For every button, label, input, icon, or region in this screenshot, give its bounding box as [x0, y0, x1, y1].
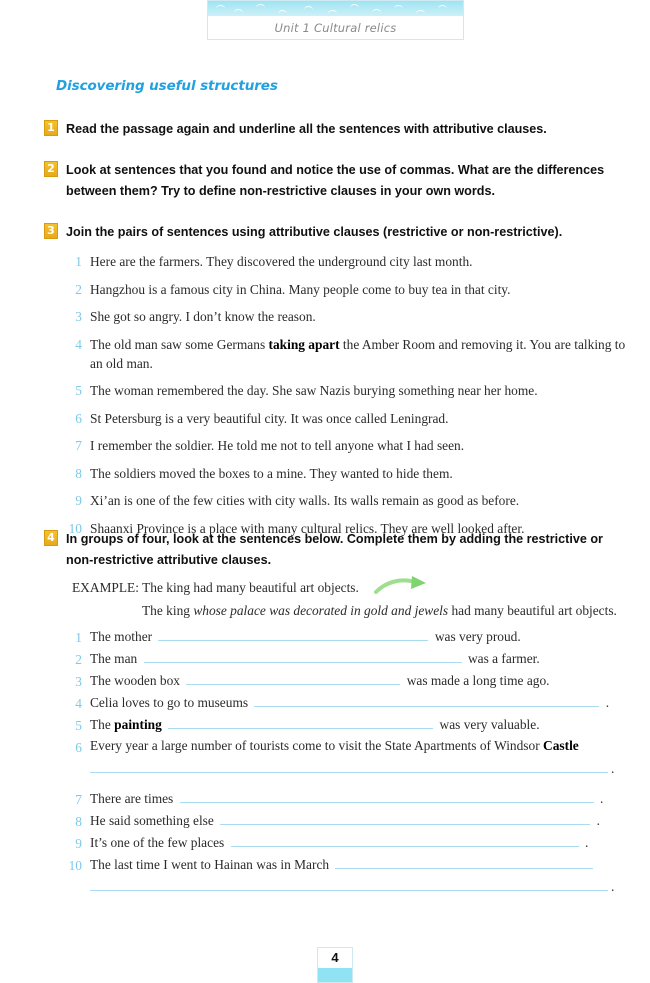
fill-row-prefix: The wooden box: [90, 673, 180, 688]
task-number-badge: 3: [44, 223, 58, 239]
list-item: [64, 464, 634, 483]
fill-row[interactable]: [64, 812, 634, 834]
list-item: [64, 409, 634, 428]
task-number-badge: 4: [44, 530, 58, 546]
list-item-text: St Petersburg is a very beautiful city. It was once called Leningrad.: [90, 410, 449, 426]
list-item-number: 10: [68, 520, 82, 536]
answer-blank[interactable]: [231, 834, 579, 847]
list-item-text: The woman remembered the day. She saw Nazis burying something near her home.: [90, 383, 538, 398]
example-answer-post: had many beautiful art objects.: [448, 603, 617, 618]
running-head-title: Unit 1 Cultural relics: [274, 21, 397, 35]
list-item: [64, 280, 634, 299]
list-item-number: 7: [75, 792, 82, 807]
fill-row[interactable]: [64, 694, 634, 716]
continuation-trailing: .: [611, 761, 615, 776]
answer-blank[interactable]: [254, 694, 599, 707]
example-block: [72, 578, 632, 620]
answer-blank-continuation[interactable]: [90, 878, 608, 891]
task-instruction: In groups of four, look at the sentences below. Complete them by adding the restrictive or non-restrictive attributive clauses.: [66, 532, 603, 567]
task-2: [44, 160, 630, 202]
page-title: Discovering useful structures: [56, 78, 278, 94]
list-item-emphasis: taking apart: [268, 336, 340, 352]
task-instruction: Read the passage again and underline all the sentences with attributive clauses.: [66, 122, 547, 136]
answer-blank[interactable]: [144, 650, 462, 663]
running-head: [207, 0, 464, 40]
list-item: [64, 491, 634, 510]
example-answer-line: [72, 601, 632, 620]
list-item: [64, 307, 634, 326]
list-item-text: The old man saw some Germans: [90, 336, 269, 352]
fill-row-prefix: There are times: [90, 791, 174, 806]
task-3: [44, 222, 630, 243]
fill-row-suffix: .: [584, 835, 589, 850]
fill-row-suffix: was a farmer.: [467, 651, 540, 666]
list-item-number: 1: [75, 254, 82, 269]
fill-row-emphasis: painting: [114, 717, 162, 732]
fill-row-suffix: .: [600, 791, 604, 806]
answer-blank[interactable]: [220, 812, 590, 825]
list-item: [64, 436, 634, 455]
fill-row-prefix: He said something else: [90, 813, 214, 828]
list-item-number: 9: [75, 493, 82, 508]
list-item-text: The soldiers moved the boxes to a mine. They wanted to hide them.: [90, 465, 453, 481]
list-item-text: She got so angry. I don’t know the reason.: [90, 309, 316, 324]
fill-row-suffix: was very valuable.: [439, 717, 540, 732]
fill-row[interactable]: [64, 856, 634, 878]
list-item-number: 6: [75, 740, 82, 755]
task-instruction: Join the pairs of sentences using attributive clauses (restrictive or non-restrictive).: [66, 225, 563, 239]
fill-in-list: [64, 628, 634, 904]
footer-color-band: [318, 968, 352, 982]
fill-row-suffix: .: [605, 695, 610, 710]
list-item-number: 3: [75, 309, 82, 324]
example-answer-clause: whose palace was decorated in gold and jewels: [193, 603, 449, 618]
list-item-number: 7: [75, 438, 82, 453]
continuation-trailing: .: [611, 879, 615, 894]
task-4: [44, 529, 630, 571]
list-item-number: 3: [75, 674, 82, 689]
answer-blank[interactable]: [186, 672, 400, 685]
page-number: 4: [331, 950, 339, 965]
fill-row[interactable]: [64, 738, 634, 760]
continuation-blank-row[interactable]: [64, 878, 634, 904]
answer-blank[interactable]: [168, 716, 433, 729]
fill-row[interactable]: [64, 716, 634, 738]
answer-blank-continuation[interactable]: [90, 760, 608, 773]
list-item: [64, 381, 634, 400]
list-item-number: 6: [75, 410, 82, 426]
answer-blank[interactable]: [158, 628, 428, 641]
fill-row[interactable]: [64, 628, 634, 650]
fill-row-suffix: was made a long time ago.: [406, 673, 550, 688]
example-label: EXAMPLE:: [72, 580, 139, 595]
answer-blank[interactable]: [335, 856, 593, 869]
fill-row[interactable]: [64, 790, 634, 812]
fill-row-prefix: The last time I went to Hainan was in March: [90, 857, 330, 872]
list-item-number: 10: [68, 858, 82, 873]
list-item-text: Xi’an is one of the few cities with city walls. Its walls remain as good as before.: [90, 493, 520, 508]
fill-row-suffix: was very proud.: [434, 629, 521, 644]
fill-row-emphasis: Castle: [543, 738, 579, 753]
fill-row[interactable]: [64, 650, 634, 672]
fill-row[interactable]: [64, 834, 634, 856]
answer-blank[interactable]: [180, 790, 594, 803]
fill-row-prefix: The: [90, 717, 115, 732]
example-answer-pre: The king: [142, 603, 194, 618]
fill-row-prefix: It’s one of the few places: [90, 835, 225, 850]
list-item: [64, 335, 634, 373]
list-item-text: Here are the farmers. They discovered the underground city last month.: [90, 254, 473, 269]
fill-row-prefix: Every year a large number of tourists come to visit the State Apartments of Windsor: [90, 738, 544, 753]
list-item-number: 4: [75, 336, 82, 352]
page-footer: [317, 947, 353, 983]
list-item-number: 2: [75, 652, 82, 667]
fill-row-prefix: Celia loves to go to museums: [90, 695, 249, 710]
list-item-number: 9: [75, 836, 82, 851]
join-sentences-list: [64, 252, 634, 546]
fill-row[interactable]: [64, 672, 634, 694]
fill-row-suffix: .: [596, 813, 600, 828]
continuation-blank-row[interactable]: [64, 760, 634, 790]
list-item-number: 5: [75, 383, 82, 398]
fill-row-prefix: The mother: [90, 629, 153, 644]
list-item: [64, 252, 634, 271]
list-item-text-cont: the Amber Room and removing it. You are talking to an old man.: [90, 336, 626, 371]
list-item-number: 8: [75, 465, 82, 481]
curved-arrow-right-icon: [374, 576, 430, 601]
example-prompt-line: [72, 578, 632, 597]
list-item-text: I remember the soldier. He told me not to tell anyone what I had seen.: [90, 438, 465, 453]
example-prompt: The king had many beautiful art objects.: [142, 580, 359, 595]
task-number-badge: 1: [44, 120, 58, 136]
list-item-text: Hangzhou is a famous city in China. Many people come to buy tea in that city.: [90, 281, 511, 297]
list-item-number: 2: [75, 281, 82, 297]
fill-row-prefix: The man: [90, 651, 138, 666]
list-item-number: 1: [75, 630, 82, 645]
task-instruction: Look at sentences that you found and notice the use of commas. What are the differences between them? Try to define non-restrictive clauses in your own words.: [66, 163, 605, 198]
list-item-number: 8: [75, 814, 82, 829]
list-item-number: 5: [75, 718, 82, 733]
task-1: [44, 119, 630, 140]
list-item-number: 4: [75, 696, 82, 711]
decorative-wave-band: [208, 1, 463, 16]
task-number-badge: 2: [44, 161, 58, 177]
list-item-text: Shaanxi Province is a place with many cultural relics. They are well looked after.: [90, 520, 525, 536]
